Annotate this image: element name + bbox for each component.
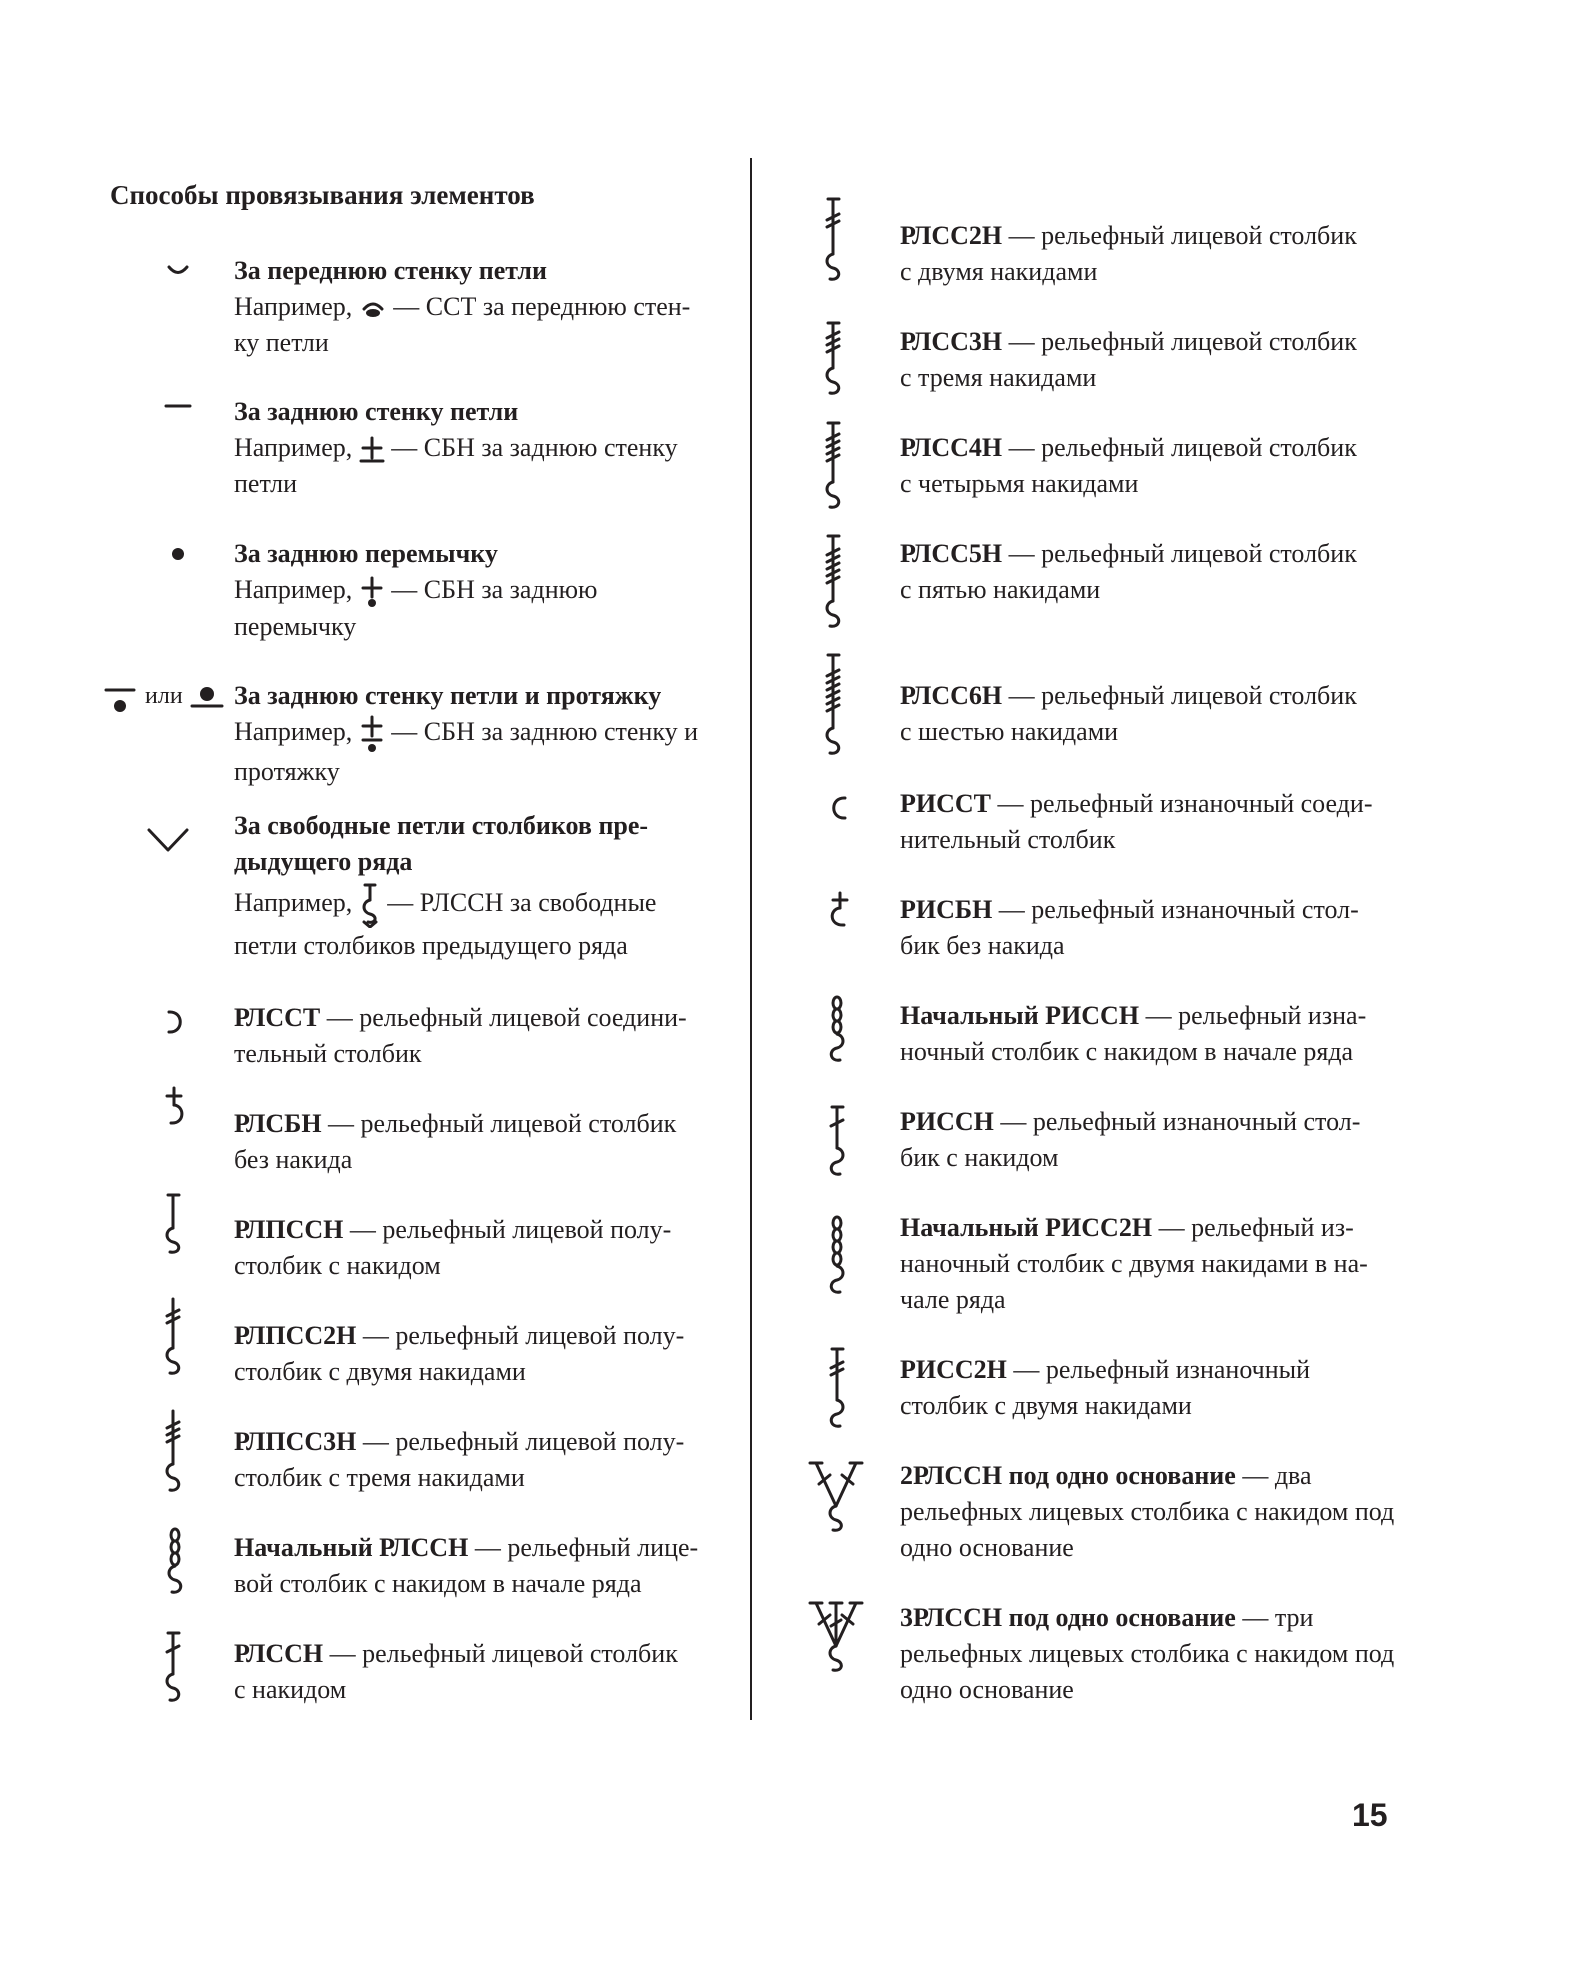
entry-title: За свободные петли столбиков пре- <box>234 811 649 840</box>
entry-fptr <box>900 218 1400 290</box>
entry-text-cont: с шестью накидами <box>900 717 1119 746</box>
entry-example-cont: петли столбиков предыдущего ряда <box>234 931 628 961</box>
free-loops-icon <box>146 826 190 854</box>
entry-starting-bpdc <box>900 998 1400 1070</box>
entry-text: РИССТ — рельефный изнаночный соеди- <box>900 789 1373 818</box>
entry-example-cont: перемычку <box>234 612 357 642</box>
entry-text-cont: вой столбик с накидом в начале ряда <box>234 1569 642 1598</box>
entry-text-cont: с двумя накидами <box>900 257 1098 286</box>
entry-text-cont: столбик с двумя накидами <box>900 1391 1192 1420</box>
fp-hdc2-icon <box>162 1296 188 1378</box>
entry-text-cont: чале ряда <box>900 1285 1006 1314</box>
back-loop-and-bar-icon-b <box>190 684 224 714</box>
entry-text: РИСБН — рельефный изнаночный стол- <box>900 895 1359 924</box>
fp-quint-tr-icon <box>822 533 848 631</box>
entry-text: РЛСБН — рельефный лицевой столбик <box>234 1109 677 1138</box>
bp-slip-stitch-icon <box>826 794 852 822</box>
entry-text: РЛСС5Н — рельефный лицевой столбик <box>900 539 1357 568</box>
entry-example-cont: протяжку <box>234 757 340 787</box>
entry-three-fpdc-same-base <box>900 1600 1400 1708</box>
entry-back-loop-and-bar <box>234 678 734 790</box>
fp-slip-stitch-icon <box>162 1008 188 1036</box>
entry-bpdc <box>900 1104 1400 1176</box>
entry-text-cont: рельефных лицевых столбика с накидом под <box>900 1497 1395 1526</box>
entry-back-bar <box>234 536 734 645</box>
bp-sc-icon <box>826 890 852 930</box>
entry-text-cont: бик без накида <box>900 931 1065 960</box>
bpdc-icon <box>824 1104 850 1178</box>
entry-example: Например, — СБН за заднюю стенку и <box>234 714 734 754</box>
entry-text: РЛСС2Н — рельефный лицевой столбик <box>900 221 1357 250</box>
entry-text-cont: бик с накидом <box>900 1143 1059 1172</box>
entry-fp-quint-tr <box>900 536 1400 608</box>
entry-title: За переднюю стенку петли <box>234 256 547 285</box>
entry-back-loop <box>234 394 734 502</box>
fptr-icon <box>822 196 848 284</box>
entry-example: Например, — РЛССН за свободные <box>234 880 734 928</box>
front-loop-icon <box>165 262 191 280</box>
entry-fpdtr <box>900 324 1400 396</box>
starting-bpdc-icon <box>824 994 850 1070</box>
entry-example: Например, — СБН за заднюю стенку <box>234 430 734 466</box>
entry-text: Начальный РИССН — рельефный изна- <box>900 1001 1367 1030</box>
entry-text-cont: ночный столбик с накидом в начале ряда <box>900 1037 1354 1066</box>
entry-text: РИССН — рельефный изнаночный стол- <box>900 1107 1361 1136</box>
entry-fp-sext-tr <box>900 678 1400 750</box>
fp-quad-tr-icon <box>822 420 848 512</box>
entry-text-cont: с четырьмя накидами <box>900 469 1139 498</box>
starting-fpdc-icon <box>164 1526 190 1598</box>
bptr-icon <box>824 1346 850 1430</box>
fp-hdc-icon <box>162 1192 188 1256</box>
entry-text-cont: нительный столбик <box>900 825 1116 854</box>
entry-text: Начальный РИСС2Н — рельефный из- <box>900 1213 1354 1242</box>
entry-text: РЛПСС3Н — рельефный лицевой полу- <box>234 1427 685 1456</box>
entry-front-loop <box>234 253 734 361</box>
entry-starting-fpdc <box>234 1530 734 1602</box>
column-divider <box>750 158 752 1720</box>
fp-hdc3-icon <box>162 1408 188 1496</box>
entry-two-fpdc-same-base <box>900 1458 1400 1566</box>
entry-title-cont: дыдущего ряда <box>234 847 413 876</box>
fpdc-free-loops-icon <box>359 882 381 928</box>
entry-text-cont: рельефных лицевых столбика с накидом под <box>900 1639 1395 1668</box>
entry-starting-bptr <box>900 1210 1400 1318</box>
sc-back-loop-icon <box>359 435 385 465</box>
entry-example: Например, — СБН за заднюю <box>234 572 734 609</box>
entry-bp-sc <box>900 892 1400 964</box>
sc-back-bar-icon <box>359 575 385 609</box>
fp-sc-icon <box>163 1085 189 1129</box>
entry-text: РЛСС6Н — рельефный лицевой столбик <box>900 681 1357 710</box>
entry-fpdc <box>234 1636 734 1708</box>
entry-text-cont: столбик с накидом <box>234 1251 441 1280</box>
entry-text-cont: без накида <box>234 1145 353 1174</box>
back-loop-and-bar-icon-a <box>104 684 136 718</box>
entry-text: РИСС2Н — рельефный изнаночный <box>900 1355 1311 1384</box>
entry-text: Начальный РЛССН — рельефный лице- <box>234 1533 699 1562</box>
two-fpdc-same-base-icon <box>806 1458 868 1536</box>
fp-sext-tr-icon <box>822 652 848 758</box>
back-loop-icon <box>164 400 192 412</box>
three-fpdc-same-base-icon <box>806 1598 868 1676</box>
entry-text-cont: столбик с двумя накидами <box>234 1357 526 1386</box>
entry-text-cont: одно основание <box>900 1675 1074 1704</box>
entry-title: За заднюю перемычку <box>234 539 498 568</box>
entry-text-cont: тельный столбик <box>234 1039 422 1068</box>
entry-fp-slip-stitch <box>234 1000 734 1072</box>
or-word: или <box>145 683 183 709</box>
starting-bptr-icon <box>824 1214 850 1300</box>
fpdc-icon <box>162 1630 188 1704</box>
entry-text-cont: столбик с тремя накидами <box>234 1463 525 1492</box>
section-title: Способы провязывания элементов <box>110 180 535 210</box>
entry-title: За заднюю стенку петли <box>234 397 519 426</box>
entry-fp-hdc3 <box>234 1424 734 1496</box>
entry-fp-hdc2 <box>234 1318 734 1390</box>
entry-text-cont: с пятью накидами <box>900 575 1101 604</box>
entry-title: За заднюю стенку петли и протяжку <box>234 681 662 710</box>
entry-text-cont: с накидом <box>234 1675 347 1704</box>
slip-stitch-front-loop-icon <box>359 298 387 320</box>
entry-text: РЛСС3Н — рельефный лицевой столбик <box>900 327 1357 356</box>
entry-bp-slip-stitch <box>900 786 1400 858</box>
entry-fp-hdc <box>234 1212 734 1284</box>
entry-text: РЛПСС2Н — рельефный лицевой полу- <box>234 1321 685 1350</box>
fpdtr-icon <box>822 320 848 398</box>
entry-text: РЛСС4Н — рельефный лицевой столбик <box>900 433 1357 462</box>
entry-fp-quad-tr <box>900 430 1400 502</box>
entry-bptr <box>900 1352 1400 1424</box>
entry-text: РЛПССН — рельефный лицевой полу- <box>234 1215 672 1244</box>
entry-example-cont: петли <box>234 469 298 498</box>
entry-text: 3РЛССН под одно основание — три <box>900 1603 1314 1632</box>
entry-text-cont: с тремя накидами <box>900 363 1097 392</box>
entry-fp-sc <box>234 1106 734 1178</box>
entry-free-loops <box>234 808 734 964</box>
entry-example: Например, — ССТ за переднюю стен- <box>234 292 691 321</box>
entry-text: РЛССН — рельефный лицевой столбик <box>234 1639 678 1668</box>
entry-text-cont: одно основание <box>900 1533 1074 1562</box>
entry-text: 2РЛССН под одно основание — два <box>900 1461 1312 1490</box>
entry-example-cont: ку петли <box>234 328 329 357</box>
sc-back-loop-and-bar-icon <box>359 714 385 754</box>
entry-text-cont: наночный столбик с двумя накидами в на- <box>900 1249 1368 1278</box>
back-bar-icon <box>170 546 186 562</box>
page-number: 15 <box>1352 1797 1388 1833</box>
entry-text: РЛССТ — рельефный лицевой соедини- <box>234 1003 687 1032</box>
